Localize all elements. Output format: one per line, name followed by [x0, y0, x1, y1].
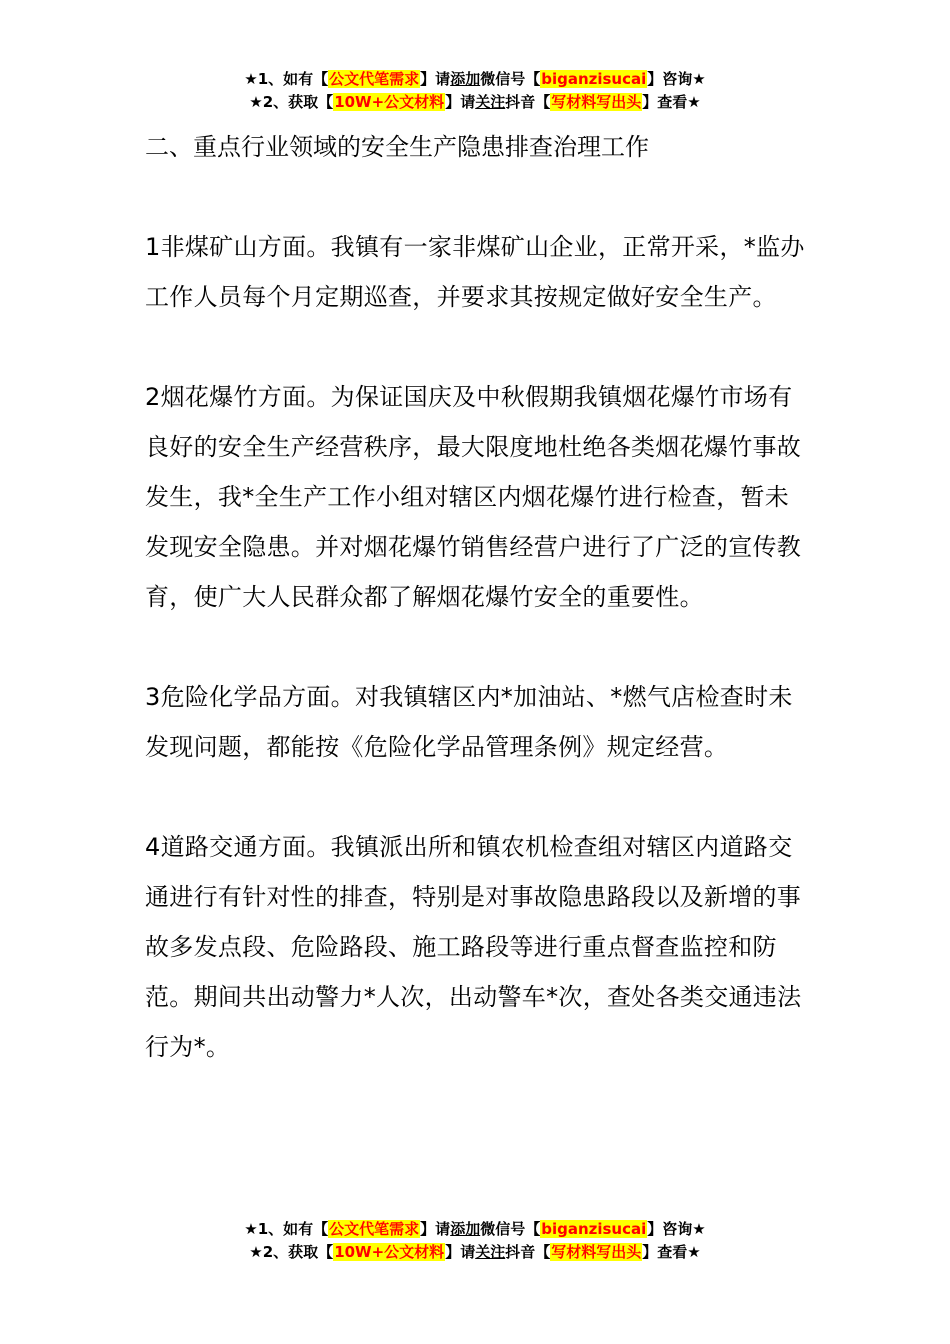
- highlight-materials: 10W+公文材料: [334, 93, 445, 111]
- paragraph-fireworks: 2烟花爆竹方面。为保证国庆及中秋假期我镇烟花爆竹市场有良好的安全生产经营秩序，最大限度地杜绝各类烟花爆竹事故发生，我*全生产工作小组对辖区内烟花爆竹进行检查，暂未发现安全隐患。并对烟花爆竹销售经营户进行了广泛的宣传教育，使广大人民群众都了解烟花爆竹安全的重要性。: [145, 383, 802, 611]
- highlight-douyin-id: 写材料写出头: [551, 1243, 642, 1261]
- highlight-douyin-id: 写材料写出头: [551, 93, 642, 111]
- highlight-ghostwriting: 公文代笔需求: [329, 1220, 420, 1238]
- header-promo: [0, 68, 950, 114]
- paragraph-chemicals: 3危险化学品方面。对我镇辖区内*加油站、*燃气店检查时未发现问题，都能按《危险化学品管理条例》规定经营。: [145, 683, 793, 761]
- highlight-ghostwriting: 公文代笔需求: [329, 70, 420, 88]
- paragraph-mining: 1非煤矿山方面。我镇有一家非煤矿山企业，正常开采，*监办工作人员每个月定期巡查，并要求其按规定做好安全生产。: [145, 233, 805, 311]
- promo-line-2: ★2、获取【10W+公文材料】请关注抖音【写材料写出头】查看★: [249, 1243, 701, 1261]
- promo-line-2: ★2、获取【10W+公文材料】请关注抖音【写材料写出头】查看★: [249, 93, 701, 111]
- section-heading: 二、重点行业领域的安全生产隐患排查治理工作: [145, 133, 649, 161]
- paragraph-traffic: 4道路交通方面。我镇派出所和镇农机检查组对辖区内道路交通进行有针对性的排查，特别是对事故隐患路段以及新增的事故多发点段、危险路段、施工路段等进行重点督查监控和防范。期间共出动警力*人次，出动警车*次，查处各类交通违法行为*。: [145, 833, 802, 1061]
- footer-promo: [0, 1218, 950, 1264]
- document-body: [145, 122, 811, 1072]
- highlight-materials: 10W+公文材料: [334, 1243, 445, 1261]
- promo-line-1: ★1、如有【公文代笔需求】请添加微信号【biganzisucai】咨询★: [244, 1220, 706, 1238]
- highlight-wechat-id: biganzisucai: [541, 70, 647, 88]
- highlight-wechat-id: biganzisucai: [541, 1220, 647, 1238]
- promo-line-1: ★1、如有【公文代笔需求】请添加微信号【biganzisucai】咨询★: [244, 70, 706, 88]
